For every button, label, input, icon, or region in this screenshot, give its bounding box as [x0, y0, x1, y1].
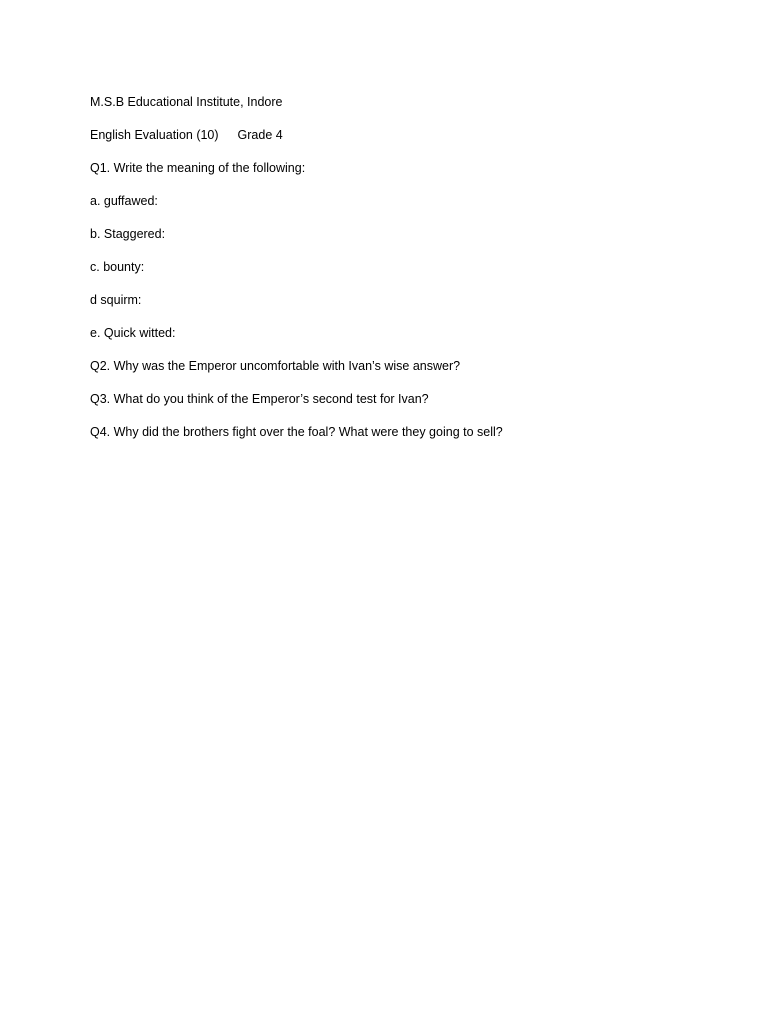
evaluation-title: English Evaluation (10)	[90, 128, 219, 142]
question-2: Q2. Why was the Emperor uncomfortable with Ivan’s wise answer?	[90, 359, 461, 373]
grade-label: Grade 4	[237, 128, 283, 142]
document-body	[90, 93, 710, 456]
institute-heading: M.S.B Educational Institute, Indore	[90, 95, 283, 109]
word-item-b: b. Staggered:	[90, 227, 166, 241]
question-1: Q1. Write the meaning of the following:	[90, 161, 306, 175]
word-item-e: e. Quick witted:	[90, 326, 176, 340]
word-item-d: d squirm:	[90, 293, 142, 307]
question-4: Q4. Why did the brothers fight over the foal? What were they going to sell?	[90, 425, 503, 439]
question-3: Q3. What do you think of the Emperor’s second test for Ivan?	[90, 392, 429, 406]
word-item-c: c. bounty:	[90, 260, 145, 274]
word-item-a: a. guffawed:	[90, 194, 158, 208]
evaluation-line	[90, 126, 710, 159]
